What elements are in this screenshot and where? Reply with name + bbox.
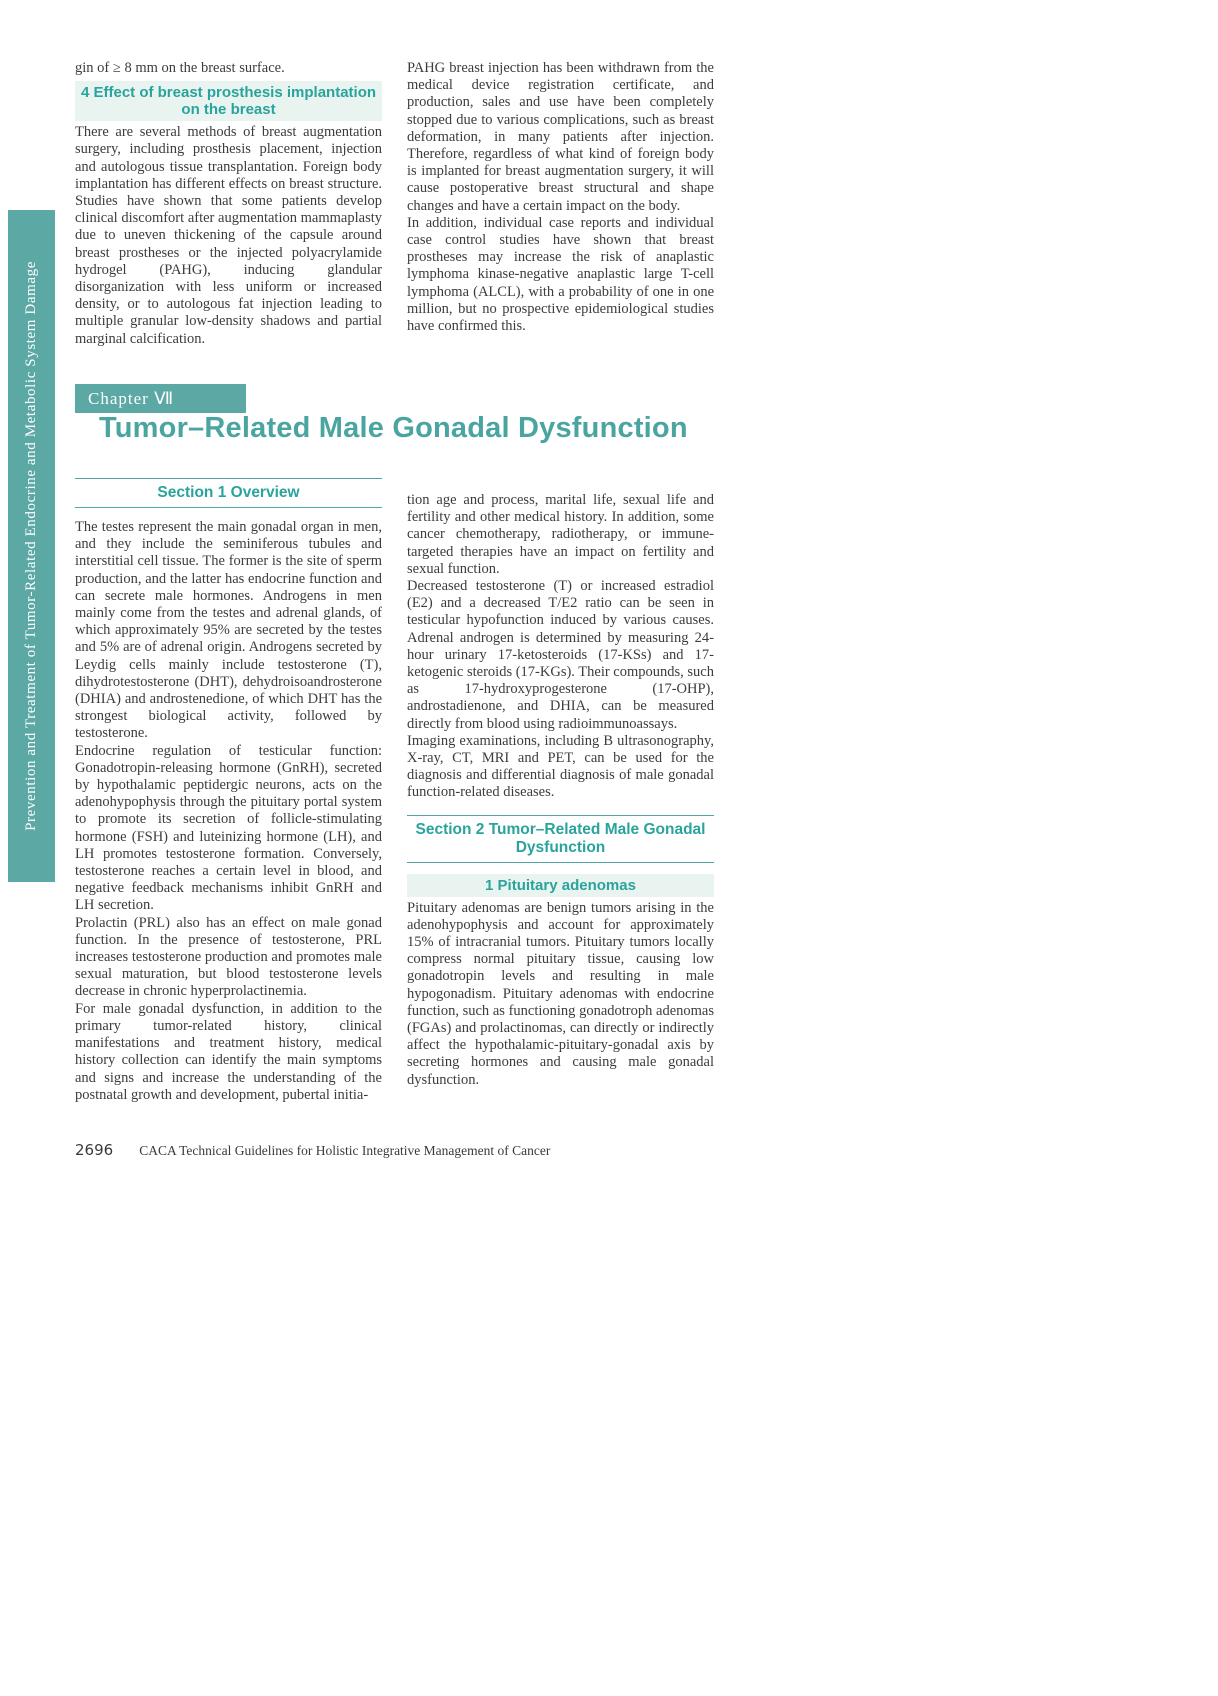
section1-paragraph-4: For male gonadal dysfunction, in addition to the primary tumor-related history, clinical manifestations and treatment history, medical history collection can identify the main symptoms and signs and increase the understanding of the postnatal growth and development, pubertal initia- xyxy=(75,1000,382,1103)
chapter-title: Tumor–Related Male Gonadal Dysfunction xyxy=(99,412,688,444)
intro-lead-line: gin of ≥ 8 mm on the breast surface. xyxy=(75,60,285,76)
section2-subheading: 1 Pituitary adenomas xyxy=(407,874,714,897)
intro-left-column xyxy=(75,60,382,348)
intro-left-paragraph: There are several methods of breast augmentation surgery, including prosthesis placement, injection and autologous tissue transplantation. Foreign body implantation has different effects on breast structure. Studies have shown that some patients develop clinical discomfort after augmentation mammaplasty due to uneven thickening of the capsule around breast prostheses or the injected polyacrylamide hydrogel (PAHG), inducing glandular disorganization with less uniform or increased density, or to autologous fat injection leading to multiple granular low-density shadows and partial marginal calcification. xyxy=(75,124,382,347)
intro-right-paragraph-2: In addition, individual case reports and individual case control studies have shown that breast prostheses may increase the risk of anaplastic lymphoma kinase-negative anaplastic large T-cell lymphoma (ALCL), with a probability of one in one million, but no prospective epidemiological studies have confirmed this. xyxy=(407,214,714,335)
sidebar-band xyxy=(8,210,55,882)
footer-book-title: CACA Technical Guidelines for Holistic Integrative Management of Cancer xyxy=(139,1143,551,1158)
section1-heading: Section 1 Overview xyxy=(75,478,382,508)
intro-right-paragraph-1: PAHG breast injection has been withdrawn from the medical device registration certificate, and production, sales and use have been completely stopped due to various complications, such as breast deformation, in many patients after injection. Therefore, regardless of what kind of foreign body is implanted for breast augmentation surgery, it will cause postoperative breast structural and shape changes and have a certain impact on the body. xyxy=(407,60,714,214)
section1-right-paragraph-1: tion age and process, marital life, sexual life and fertility and other medical history. In addition, some cancer chemotherapy, radiotherapy, or immune-targeted therapies have an impact on fertility and sexual function. xyxy=(407,492,714,577)
chapter-label-box xyxy=(75,384,246,413)
intro-right-column xyxy=(407,60,714,335)
chapter-label: Chapter Ⅶ xyxy=(88,389,175,408)
section1-right-column xyxy=(407,492,714,1089)
section1-paragraph-2: Endocrine regulation of testicular function: Gonadotropin-releasing hormone (GnRH), secreted by hypothalamic peptidergic neurons, acts on the adenohypophysis through the pituitary portal system to promote its secretion of follicle-stimulating hormone (FSH) and luteinizing hormone (LH), and LH promotes testosterone formation. Conversely, testosterone reaches a certain level in blood, and negative feedback mechanisms inhibit GnRH and LH secretion. xyxy=(75,742,382,914)
section1-right-paragraph-3: Imaging examinations, including B ultrasonography, X-ray, CT, MRI and PET, can be used for the diagnosis and differential diagnosis of male gonadal function-related diseases. xyxy=(407,732,714,801)
section1-paragraph-3: Prolactin (PRL) also has an effect on male gonad function. In the presence of testosterone, PRL increases testosterone production and promotes male sexual maturation, but blood testosterone levels decrease in chronic hyperprolactinemia. xyxy=(75,914,382,1000)
section1-left-column xyxy=(75,478,382,1104)
section1-right-paragraph-2: Decreased testosterone (T) or increased estradiol (E2) and a decreased T/E2 ratio can be seen in testicular hypofunction induced by various causes. Adrenal androgen is determined by measuring 24-hour urinary 17-ketosteroids (17-KSs) and 17-ketogenic steroids (17-KGs). Their compounds, such as 17-hydroxyprogesterone (17-OHP), androstadienone, and DHIA, can be measured directly from blood using radioimmunoassays. xyxy=(407,578,714,732)
page-footer xyxy=(75,1141,775,1159)
section2-paragraph: Pituitary adenomas are benign tumors arising in the adenohypophysis and account for approximately 15% of intracranial tumors. Pituitary tumors locally compress normal pituitary tissue, causing low gonadotropin levels and resulting in male hypogonadism. Pituitary adenomas with endocrine function, such as functioning gonadotroph adenomas (FGAs) and prolactinomas, can directly or indirectly affect the hypothalamic-pituitary-gonadal axis by secreting hormones and causing male gonadal dysfunction. xyxy=(407,899,714,1088)
sidebar-vertical-title: Prevention and Treatment of Tumor-Related Endocrine and Metabolic System Damage xyxy=(23,261,39,831)
section1-paragraph-1: The testes represent the main gonadal organ in men, and they include the seminiferous tubules and interstitial cell tissue. The former is the site of sperm production, and the latter has endocrine function and can secrete male hormones. Androgens in men mainly come from the testes and adrenal glands, of which approximately 95% are secreted by the testes and 5% are of adrenal origin. Androgens secreted by Leydig cells mainly include testosterone (T), dihydrotestosterone (DHT), dehydroisoandrosterone (DHIA) and androstenedione, of which DHT has the strongest biological activity, followed by testosterone. xyxy=(75,519,382,742)
section2-heading: Section 2 Tumor–Related Male Gonadal Dysfunction xyxy=(407,815,714,863)
page-number: 2696 xyxy=(75,1141,114,1159)
intro-subheading: 4 Effect of breast prosthesis implantation on the breast xyxy=(75,81,382,121)
